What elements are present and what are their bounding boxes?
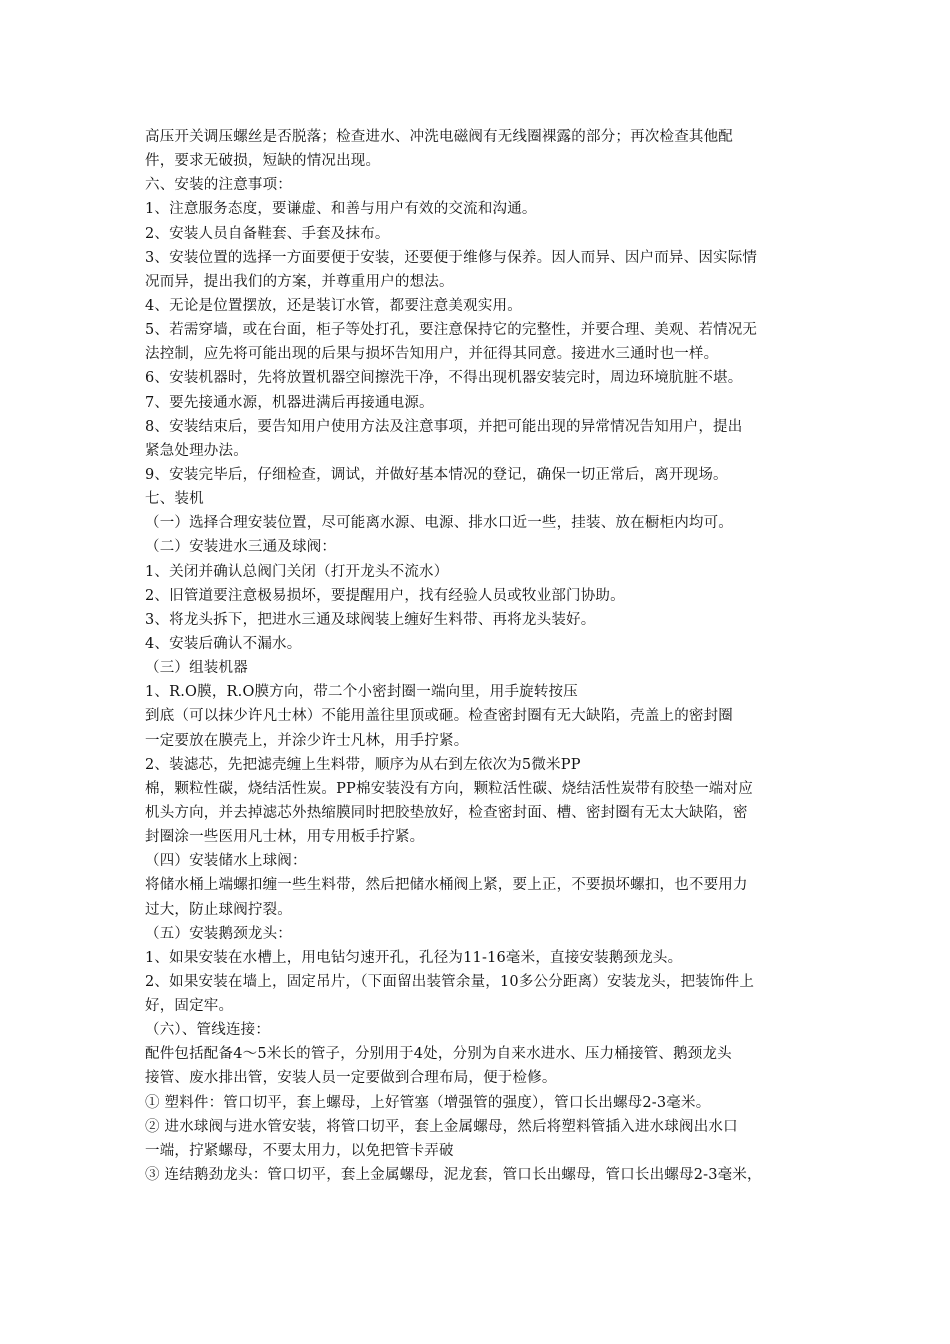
text-line: 1、注意服务态度，要谦虚、和善与用户有效的交流和沟通。 (145, 201, 537, 218)
text-line: 棉，颗粒性碳，烧结活性炭。PP棉安装没有方向，颗粒活性碳、烧结活性炭带有胶垫一端对应 (145, 780, 753, 797)
text-line: 将储水桶上端螺扣缠一些生料带，然后把储水桶阀上紧，要上正，不要损坏螺扣，也不要用力 (145, 877, 748, 894)
text-line: 8、安装结束后，要告知用户使用方法及注意事项，并把可能出现的异常情况告知用户，提出 (145, 418, 743, 435)
subsection-heading: （四）安装储水上球阀： (145, 853, 307, 870)
section-heading: 七、装机 (145, 491, 204, 508)
subsection-heading: （六）、管线连接： (145, 1022, 271, 1039)
text-line: ① 塑料件：管口切平，套上螺母，上好管塞（增强管的强度），管口长出螺母2-3毫米。 (145, 1094, 711, 1111)
section-heading: 六、安装的注意事项： (145, 177, 292, 194)
text-line: 机头方向，并去掉滤芯外热缩膜同时把胶垫放好，检查密封面、槽、密封圈有无太大缺陷，密 (145, 804, 748, 821)
text-line: 5、若需穿墙，或在台面，柜子等处打孔，要注意保持它的完整性，并要合理、美观、若情况无 (145, 322, 758, 339)
text-line: 紧急处理办法。 (145, 442, 248, 459)
text-line: 接管、废水排出管，安装人员一定要做到合理布局，便于检修。 (145, 1070, 557, 1087)
text-line: 2、如果安装在墙上，固定吊片，（下面留出装管余量，10多公分距离）安装龙头，把装饰件上 (145, 973, 755, 990)
text-line: 4、无论是位置摆放，还是装订水管，都要注意美观实用。 (145, 297, 522, 314)
document-body (145, 125, 820, 1187)
text-line: 到底（可以抹少许凡士林）不能用盖往里顶或砸。检查密封圈有无大缺陷，壳盖上的密封圈 (145, 708, 733, 725)
text-line: 9、安装完毕后，仔细检查，调试，并做好基本情况的登记，确保一切正常后，离开现场。 (145, 466, 728, 483)
text-line: 封圈涂一些医用凡士林，用专用板手拧紧。 (145, 829, 425, 846)
text-line: 1、R.O膜，R.O膜方向，带二个小密封圈一端向里，用手旋转按压 (145, 684, 578, 701)
text-line: 2、旧管道要注意极易损坏，要提醒用户，找有经验人员或牧业部门协助。 (145, 587, 625, 604)
text-line: ② 进水球阀与进水管安装，将管口切平，套上金属螺母，然后将塑料管插入进水球阀出水口 (145, 1118, 738, 1135)
text-line: 1、关闭并确认总阀门关闭（打开龙头不流水） (145, 563, 449, 580)
text-line: 好，固定牢。 (145, 998, 234, 1015)
text-line: 2、装滤芯，先把滤壳缠上生料带，顺序为从右到左依次为5微米PP (145, 756, 581, 773)
text-line: 2、安装人员自备鞋套、手套及抹布。 (145, 225, 390, 242)
text-line: 件，要求无破损，短缺的情况出现。 (145, 153, 381, 170)
text-line: 1、如果安装在水槽上，用电钻匀速开孔，孔径为11-16毫米，直接安装鹅颈龙头。 (145, 949, 683, 966)
text-line: 一端，拧紧螺母，不要太用力，以免把管卡弄破 (145, 1142, 454, 1159)
subsection-heading: （一）选择合理安装位置，尽可能离水源、电源、排水口近一些，挂装、放在橱柜内均可。 (145, 515, 733, 532)
text-line: 7、要先接通水源，机器进满后再接通电源。 (145, 394, 434, 411)
text-line: 法控制，应先将可能出现的后果与损坏告知用户，并征得其同意。接进水三通时也一样。 (145, 346, 719, 363)
subsection-heading: （二）安装进水三通及球阀： (145, 539, 337, 556)
subsection-heading: （三）组装机器 (145, 660, 248, 677)
text-line: ③ 连结鹅劲龙头：管口切平，套上金属螺母，泥龙套，管口长出螺母，管口长出螺母2-3毫米， (145, 1167, 762, 1184)
subsection-heading: （五）安装鹅颈龙头： (145, 925, 292, 942)
text-line: 高压开关调压螺丝是否脱落；检查进水、冲洗电磁阀有无线圈裸露的部分；再次检查其他配 (145, 129, 733, 145)
text-line: 3、安装位置的选择一方面要便于安装，还要便于维修与保养。因人而异、因户而异、因实际情 (145, 249, 758, 266)
text-line: 况而异，提出我们的方案，并尊重用户的想法。 (145, 273, 454, 290)
text-line: 4、安装后确认不漏水。 (145, 635, 302, 652)
text-line: 过大，防止球阀拧裂。 (145, 901, 292, 918)
text-line: 6、安装机器时，先将放置机器空间擦洗干净，不得出现机器安装完时，周边环境肮脏不堪。 (145, 370, 743, 387)
text-line: 配件包括配备4～5米长的管子，分别用于4处，分别为自来水进水、压力桶接管、鹅颈龙头 (145, 1046, 732, 1063)
text-line: 3、将龙头拆下，把进水三通及球阀装上缠好生料带、再将龙头装好。 (145, 611, 596, 628)
text-line: 一定要放在膜壳上，并涂少许士凡林，用手拧紧。 (145, 732, 469, 749)
